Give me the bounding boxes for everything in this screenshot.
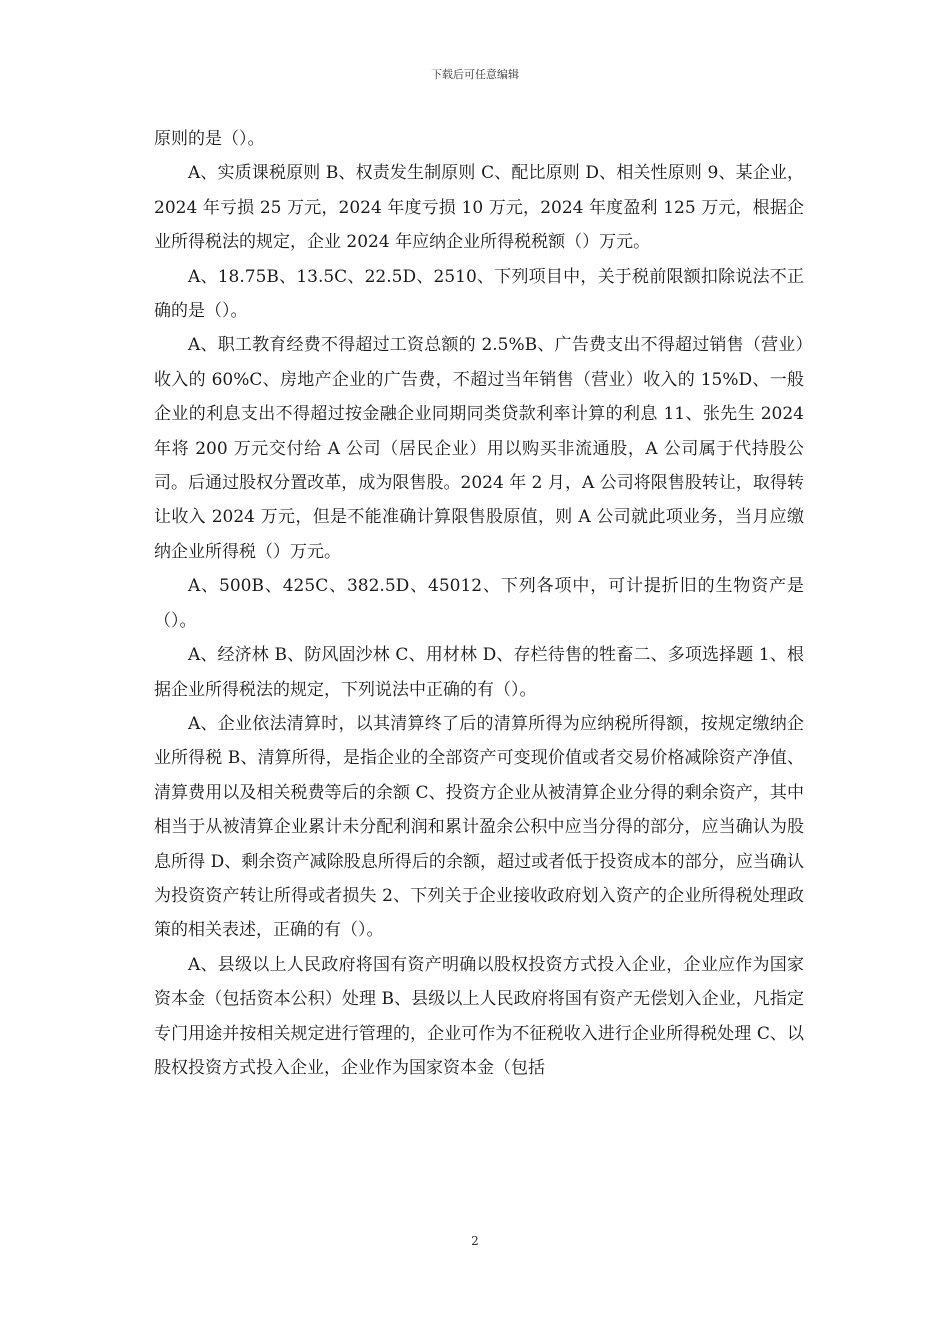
page-header: 下载后可任意编辑	[431, 68, 519, 81]
document-body	[154, 122, 804, 1085]
paragraph: 原则的是（）。	[154, 129, 265, 149]
paragraph: A、实质课税原则 B、权责发生制原则 C、配比原则 D、相关性原则 9、某企业，2024 年亏损 25 万元，2024 年度亏损 10 万元，2024 年度盈利 125 万元，根据企业所得税法的规定，企业 2024 年应纳企业所得税税额（）万元。	[154, 163, 804, 253]
paragraph: A、县级以上人民政府将国有资产明确以股权投资方式投入企业，企业应作为国家资本金（包括资本公积）处理 B、县级以上人民政府将国有资产无偿划入企业，凡指定专门用途并按相关规定进行管理的，企业可作为不征税收入进行企业所得税处理 C、以股权投资方式投入企业，企业作为国家资本金（包括	[154, 954, 804, 1078]
paragraph: A、企业依法清算时，以其清算终了后的清算所得为应纳税所得额，按规定缴纳企业所得税 B、清算所得，是指企业的全部资产可变现价值或者交易价格减除资产净值、清算费用以及相关税费等后的余额 C、投资方企业从被清算企业分得的剩余资产，其中相当于从被清算企业累计未分配利润和累计盈余公积中应当分得的部分，应当确认为股息所得 D、剩余资产减除股息所得后的余额，超过或者低于投资成本的部分，应当确认为投资资产转让所得或者损失 2、下列关于企业接收政府划入资产的企业所得税处理政策的相关表述，正确的有（）。	[154, 713, 804, 941]
paragraph: A、职工教育经费不得超过工资总额的 2.5%B、广告费支出不得超过销售（营业）收入的 60%C、房地产企业的广告费，不超过当年销售（营业）收入的 15%D、一般企业的利息支出不得超过按金融企业同期同类贷款利率计算的利息 11、张先生 2024 年将 200 万元交付给 A 公司（居民企业）用以购买非流通股，A 公司属于代持股公司。后通过股权分置改革，成为限售股。2024 年 2 月，A 公司将限售股转让，取得转让收入 2024 万元，但是不能准确计算限售股原值，则 A 公司就此项业务，当月应缴纳企业所得税（）万元。	[154, 335, 804, 562]
paragraph: A、经济林 B、防风固沙林 C、用材林 D、存栏待售的牲畜二、多项选择题 1、根据企业所得税法的规定，下列说法中正确的有（）。	[154, 645, 804, 700]
paragraph: A、18.75B、13.5C、22.5D、2510、下列项目中，关于税前限额扣除说法不正确的是（）。	[154, 266, 804, 322]
page-number: 2	[471, 1234, 479, 1248]
paragraph: A、500B、425C、382.5D、45012、下列各项中，可计提折旧的生物资产是（）。	[154, 576, 804, 631]
